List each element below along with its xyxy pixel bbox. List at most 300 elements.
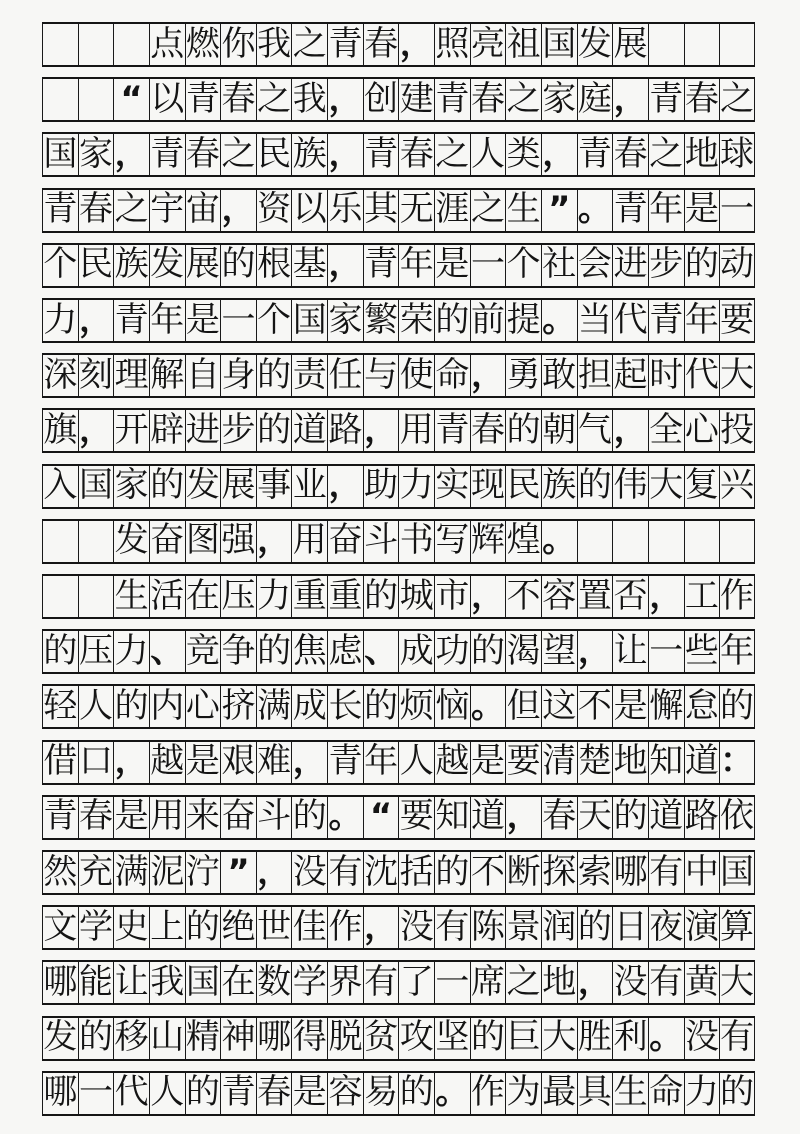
- handwritten-character: 的: [577, 906, 612, 947]
- handwritten-character: 荣: [399, 299, 434, 340]
- handwritten-character: 市: [435, 575, 470, 616]
- grid-cell: [719, 245, 755, 286]
- grid-row: [42, 684, 755, 729]
- handwritten-character: “: [369, 796, 393, 837]
- grid-cell: [42, 1018, 78, 1059]
- handwritten-character: 有: [649, 851, 684, 892]
- handwritten-character: 责: [292, 354, 327, 395]
- handwritten-character: 界: [328, 961, 363, 1002]
- handwritten-character: 渴: [506, 630, 541, 671]
- grid-cell: [113, 797, 149, 838]
- grid-cell: [577, 134, 613, 175]
- handwritten-character: 、: [150, 630, 185, 671]
- grid-cell: [113, 521, 149, 562]
- grid-cell: [363, 797, 399, 838]
- grid-cell: [113, 962, 149, 1003]
- handwritten-character: 有: [435, 906, 470, 947]
- handwritten-character: 春: [613, 133, 648, 174]
- handwritten-character: 青: [43, 796, 78, 837]
- handwritten-character: ：: [720, 741, 754, 782]
- grid-cell: [256, 79, 292, 120]
- grid-cell: [220, 190, 256, 231]
- grid-cell: [648, 742, 684, 783]
- handwritten-character: 步: [649, 244, 684, 285]
- handwritten-character: 要: [399, 796, 434, 837]
- grid-cell: [398, 852, 434, 893]
- grid-cell: [505, 631, 541, 672]
- grid-cell: [256, 576, 292, 617]
- grid-cell: [719, 134, 755, 175]
- grid-cell: [541, 134, 577, 175]
- grid-cell: [577, 410, 613, 451]
- grid-cell: [648, 79, 684, 120]
- handwritten-character: 最: [542, 1072, 577, 1113]
- grid-cell: [577, 300, 613, 341]
- grid-cell: [291, 907, 327, 948]
- grid-cell: [648, 907, 684, 948]
- handwritten-character: 易: [364, 1072, 399, 1113]
- grid-cell: [185, 631, 221, 672]
- handwritten-character: 成: [292, 685, 327, 726]
- grid-cell: [470, 1018, 506, 1059]
- handwritten-character: 步: [221, 409, 256, 450]
- handwritten-character: 宇: [150, 189, 185, 230]
- handwritten-character: 要: [720, 299, 754, 340]
- grid-cell: [684, 79, 720, 120]
- handwritten-character: 我: [257, 23, 292, 64]
- grid-cell: [684, 907, 720, 948]
- grid-cell: [42, 962, 78, 1003]
- handwritten-character: 力: [399, 465, 434, 506]
- handwritten-character: ，: [114, 133, 149, 174]
- grid-cell: [363, 190, 399, 231]
- grid-cell: [185, 410, 221, 451]
- grid-cell: [577, 686, 613, 727]
- grid-cell: [505, 300, 541, 341]
- grid-cell: [185, 797, 221, 838]
- grid-cell: [719, 852, 755, 893]
- grid-cell: [327, 907, 363, 948]
- handwritten-character: 燃: [185, 23, 220, 64]
- grid-cell: [363, 742, 399, 783]
- grid-cell: [505, 24, 541, 65]
- grid-cell: [648, 190, 684, 231]
- handwritten-character: 春: [185, 133, 220, 174]
- grid-cell: [577, 521, 613, 562]
- handwritten-character: 国: [78, 465, 113, 506]
- handwritten-character: 入: [43, 465, 78, 506]
- grid-cell: [42, 79, 78, 120]
- handwritten-character: 斗: [257, 796, 292, 837]
- handwritten-character: 涯: [435, 189, 470, 230]
- grid-cell: [648, 300, 684, 341]
- handwritten-character: 世: [257, 906, 292, 947]
- grid-cell: [398, 79, 434, 120]
- handwritten-character: 图: [185, 520, 220, 561]
- handwritten-character: 任: [328, 354, 363, 395]
- grid-cell: [327, 24, 363, 65]
- handwritten-character: 的: [150, 465, 185, 506]
- handwritten-character: 年: [649, 189, 684, 230]
- handwritten-character: 青: [364, 133, 399, 174]
- handwritten-character: 断: [506, 851, 541, 892]
- grid-cell: [78, 245, 114, 286]
- handwritten-character: 的: [364, 575, 399, 616]
- handwritten-character: 人: [150, 1072, 185, 1113]
- handwritten-character: 斗: [364, 520, 399, 561]
- grid-cell: [113, 355, 149, 396]
- handwritten-character: ，: [328, 465, 363, 506]
- handwritten-character: ，: [471, 354, 505, 395]
- handwritten-character: 具: [577, 1072, 612, 1113]
- grid-cell: [327, 686, 363, 727]
- grid-cell: [577, 742, 613, 783]
- grid-cell: [434, 466, 470, 507]
- grid-cell: [220, 134, 256, 175]
- handwritten-character: 资: [257, 189, 292, 230]
- grid-cell: [719, 742, 755, 783]
- grid-cell: [363, 1073, 399, 1114]
- handwritten-character: 展: [185, 244, 220, 285]
- grid-cell: [470, 1073, 506, 1114]
- handwritten-character: 的: [684, 244, 719, 285]
- grid-cell: [149, 134, 185, 175]
- handwritten-character: 。: [542, 299, 577, 340]
- handwritten-character: 路: [684, 796, 719, 837]
- grid-cell: [648, 686, 684, 727]
- handwritten-character: 发: [114, 520, 149, 561]
- handwritten-character: 是: [684, 189, 719, 230]
- grid-cell: [220, 742, 256, 783]
- handwritten-character: 代: [114, 1072, 149, 1113]
- grid-cell: [327, 355, 363, 396]
- handwritten-character: 没: [684, 1017, 719, 1058]
- grid-cell: [470, 24, 506, 65]
- handwritten-character: 的: [471, 630, 505, 671]
- grid-cell: [185, 1073, 221, 1114]
- grid-cell: [363, 686, 399, 727]
- grid-cell: [291, 797, 327, 838]
- grid-cell: [78, 24, 114, 65]
- grid-cell: [78, 686, 114, 727]
- handwritten-character: 没: [613, 961, 648, 1002]
- grid-cell: [434, 962, 470, 1003]
- handwritten-character: 国: [185, 961, 220, 1002]
- handwritten-character: 国: [43, 133, 78, 174]
- grid-cell: [78, 1073, 114, 1114]
- handwritten-character: 奋: [328, 520, 363, 561]
- grid-cell: [149, 742, 185, 783]
- handwritten-character: 天: [577, 796, 612, 837]
- handwritten-character: 春: [364, 23, 399, 64]
- handwritten-character: 焦: [292, 630, 327, 671]
- handwritten-character: 以: [150, 78, 185, 119]
- handwritten-character: 强: [221, 520, 256, 561]
- handwritten-character: 民: [506, 465, 541, 506]
- grid-cell: [327, 576, 363, 617]
- grid-cell: [505, 134, 541, 175]
- handwritten-character: ，: [328, 133, 363, 174]
- handwritten-character: 会: [577, 244, 612, 285]
- handwritten-character: 之: [221, 133, 256, 174]
- handwritten-character: 争: [221, 630, 256, 671]
- handwritten-character: ，: [506, 796, 541, 837]
- grid-cell: [434, 631, 470, 672]
- handwritten-character: 景: [506, 906, 541, 947]
- grid-cell: [470, 300, 506, 341]
- handwritten-character: 春: [221, 78, 256, 119]
- grid-cell: [78, 742, 114, 783]
- grid-cell: [470, 190, 506, 231]
- handwritten-character: 些: [684, 630, 719, 671]
- handwritten-character: 力: [114, 630, 149, 671]
- grid-cell: [612, 1018, 648, 1059]
- handwritten-character: 是: [471, 741, 505, 782]
- handwritten-character: 让: [114, 961, 149, 1002]
- handwritten-character: 发: [43, 1017, 78, 1058]
- grid-cell: [719, 797, 755, 838]
- grid-cell: [398, 907, 434, 948]
- grid-cell: [113, 852, 149, 893]
- grid-cell: [470, 631, 506, 672]
- handwritten-character: 依: [720, 796, 754, 837]
- grid-cell: [505, 852, 541, 893]
- grid-cell: [291, 245, 327, 286]
- handwritten-character: 贫: [364, 1017, 399, 1058]
- grid-cell: [220, 79, 256, 120]
- handwritten-character: 攻: [399, 1017, 434, 1058]
- handwritten-character: 点: [150, 23, 185, 64]
- grid-cell: [363, 907, 399, 948]
- handwritten-character: 繁: [364, 299, 399, 340]
- handwritten-character: 的: [78, 1017, 113, 1058]
- grid-cell: [612, 631, 648, 672]
- handwritten-character: 代: [613, 299, 648, 340]
- grid-cell: [291, 410, 327, 451]
- handwritten-character: 城: [399, 575, 434, 616]
- grid-cell: [648, 631, 684, 672]
- grid-row: [42, 850, 755, 895]
- grid-cell: [291, 1073, 327, 1114]
- handwritten-character: 越: [435, 741, 470, 782]
- handwritten-character: 上: [150, 906, 185, 947]
- grid-cell: [398, 466, 434, 507]
- handwritten-character: 席: [471, 961, 505, 1002]
- grid-cell: [185, 1018, 221, 1059]
- grid-row: [42, 77, 755, 122]
- grid-cell: [185, 521, 221, 562]
- handwritten-character: 没: [292, 851, 327, 892]
- grid-cell: [719, 466, 755, 507]
- grid-cell: [577, 24, 613, 65]
- handwritten-character: 学: [292, 961, 327, 1002]
- handwritten-character: 容: [328, 1072, 363, 1113]
- handwritten-character: ，: [471, 575, 505, 616]
- handwritten-character: 命: [649, 1072, 684, 1113]
- grid-cell: [78, 410, 114, 451]
- grid-cell: [719, 521, 755, 562]
- handwritten-character: 在: [221, 961, 256, 1002]
- grid-cell: [470, 134, 506, 175]
- handwritten-character: 虑: [328, 630, 363, 671]
- handwritten-character: 了: [399, 961, 434, 1002]
- grid-cell: [577, 79, 613, 120]
- grid-cell: [398, 300, 434, 341]
- grid-cell: [612, 686, 648, 727]
- grid-cell: [434, 1018, 470, 1059]
- handwritten-character: ，: [114, 741, 149, 782]
- handwritten-character: 黄: [684, 961, 719, 1002]
- grid-cell: [719, 24, 755, 65]
- handwritten-character: 我: [150, 961, 185, 1002]
- grid-cell: [220, 466, 256, 507]
- grid-cell: [577, 355, 613, 396]
- handwritten-character: 能: [78, 961, 113, 1002]
- grid-cell: [648, 466, 684, 507]
- grid-cell: [78, 300, 114, 341]
- grid-cell: [256, 466, 292, 507]
- handwritten-character: 但: [506, 685, 541, 726]
- handwritten-character: ，: [613, 409, 648, 450]
- grid-cell: [505, 466, 541, 507]
- handwritten-character: 山: [150, 1017, 185, 1058]
- handwritten-character: 人: [399, 741, 434, 782]
- grid-cell: [577, 631, 613, 672]
- handwritten-character: 发: [577, 23, 612, 64]
- handwritten-character: 进: [613, 244, 648, 285]
- handwritten-character: 。: [542, 520, 577, 561]
- grid-cell: [185, 576, 221, 617]
- grid-cell: [577, 1073, 613, 1114]
- grid-cell: [648, 521, 684, 562]
- handwritten-character: 全: [649, 409, 684, 450]
- handwritten-character: 脱: [328, 1017, 363, 1058]
- handwritten-character: 书: [399, 520, 434, 561]
- grid-cell: [470, 907, 506, 948]
- handwritten-character: 一: [221, 299, 256, 340]
- handwritten-character: 难: [257, 741, 292, 782]
- handwritten-character: 在: [185, 575, 220, 616]
- grid-cell: [149, 852, 185, 893]
- grid-cell: [470, 852, 506, 893]
- handwritten-character: ，: [328, 244, 363, 285]
- grid-cell: [648, 576, 684, 617]
- grid-cell: [113, 686, 149, 727]
- grid-cell: [719, 962, 755, 1003]
- grid-cell: [291, 576, 327, 617]
- grid-cell: [149, 190, 185, 231]
- grid-cell: [434, 355, 470, 396]
- grid-cell: [113, 300, 149, 341]
- handwritten-character: 投: [720, 409, 754, 450]
- handwritten-character: 。: [577, 189, 612, 230]
- handwritten-character: 乐: [328, 189, 363, 230]
- grid-cell: [78, 134, 114, 175]
- grid-cell: [327, 852, 363, 893]
- grid-cell: [327, 1073, 363, 1114]
- handwritten-character: ，: [364, 409, 399, 450]
- handwritten-character: 楚: [577, 741, 612, 782]
- grid-cell: [434, 521, 470, 562]
- grid-cell: [42, 190, 78, 231]
- grid-cell: [541, 576, 577, 617]
- grid-cell: [684, 576, 720, 617]
- grid-cell: [42, 300, 78, 341]
- handwritten-character: 之: [649, 133, 684, 174]
- handwritten-character: 道: [471, 796, 505, 837]
- grid-cell: [684, 300, 720, 341]
- grid-cell: [470, 742, 506, 783]
- handwritten-character: 个: [506, 244, 541, 285]
- grid-cell: [185, 134, 221, 175]
- grid-cell: [256, 631, 292, 672]
- handwritten-character: 要: [506, 741, 541, 782]
- grid-cell: [541, 686, 577, 727]
- grid-cell: [577, 962, 613, 1003]
- handwritten-character: 春: [78, 796, 113, 837]
- grid-cell: [42, 355, 78, 396]
- grid-cell: [434, 797, 470, 838]
- grid-cell: [291, 742, 327, 783]
- handwritten-character: 春: [471, 78, 505, 119]
- grid-cell: [505, 797, 541, 838]
- grid-cell: [256, 962, 292, 1003]
- grid-row: [42, 795, 755, 840]
- handwritten-character: 家: [114, 465, 149, 506]
- handwritten-character: 实: [435, 465, 470, 506]
- handwritten-character: 的: [577, 465, 612, 506]
- grid-cell: [113, 1073, 149, 1114]
- grid-cell: [648, 134, 684, 175]
- handwritten-character: 大: [720, 354, 754, 395]
- grid-cell: [648, 24, 684, 65]
- grid-cell: [398, 631, 434, 672]
- grid-cell: [719, 1073, 755, 1114]
- grid-cell: [719, 190, 755, 231]
- grid-cell: [398, 742, 434, 783]
- grid-cell: [719, 355, 755, 396]
- grid-cell: [78, 1018, 114, 1059]
- handwritten-character: 一: [471, 244, 505, 285]
- grid-cell: [541, 1018, 577, 1059]
- handwritten-character: 是: [435, 244, 470, 285]
- grid-cell: [185, 245, 221, 286]
- handwritten-character: 春: [471, 409, 505, 450]
- grid-cell: [684, 466, 720, 507]
- grid-row: [42, 629, 755, 674]
- handwritten-character: 发: [185, 465, 220, 506]
- grid-cell: [149, 1018, 185, 1059]
- grid-cell: [541, 1073, 577, 1114]
- handwritten-character: 朝: [542, 409, 577, 450]
- handwritten-character: 起: [613, 354, 648, 395]
- handwritten-character: 前: [471, 299, 505, 340]
- grid-row: [42, 132, 755, 177]
- handwritten-character: 借: [43, 741, 78, 782]
- handwritten-character: 的: [185, 1072, 220, 1113]
- handwritten-character: 的: [435, 299, 470, 340]
- grid-cell: [612, 907, 648, 948]
- handwritten-character: 作: [471, 1072, 505, 1113]
- handwritten-character: 心: [684, 409, 719, 450]
- handwritten-character: 知: [435, 796, 470, 837]
- grid-cell: [42, 134, 78, 175]
- handwritten-character: 球: [720, 133, 754, 174]
- grid-cell: [220, 300, 256, 341]
- handwritten-character: 没: [399, 906, 434, 947]
- handwritten-character: 否: [613, 575, 648, 616]
- grid-cell: [149, 907, 185, 948]
